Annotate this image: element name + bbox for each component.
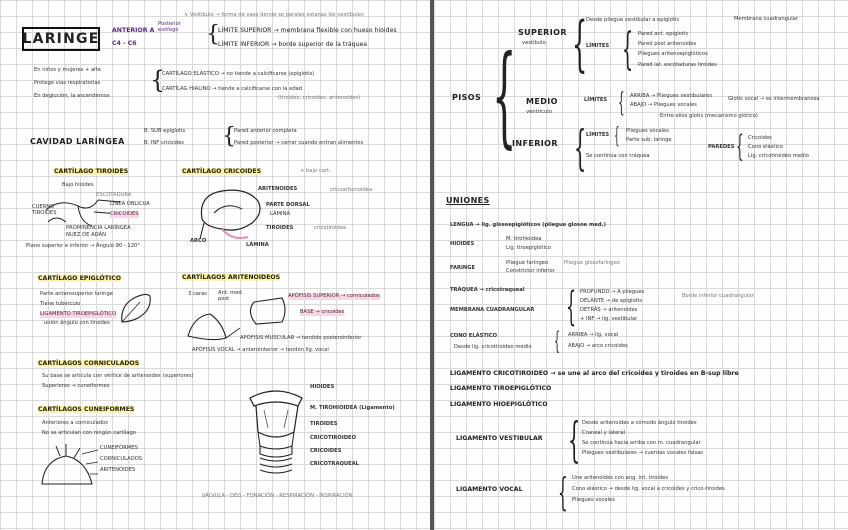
cavidad-heading: CAVIDAD LARÍNGEA [30, 137, 125, 146]
epiglotico-3: LIGAMENTO TIROEPIGLÓTICO [40, 311, 117, 317]
parte-dorsal-label: PARTE DORSAL [266, 202, 310, 208]
medio-heading: MEDIO [526, 97, 558, 106]
brace: { [206, 22, 220, 47]
epiglottis-leaf-diagram [118, 292, 154, 326]
bullet-2: Protege vías respiratorias [34, 80, 101, 86]
corniculados-label: CORNICULADOS [100, 456, 143, 462]
aritenoideos-5: APÓFISIS MUSCULAR → tendido posteroinferior [240, 335, 362, 341]
uniones-heading: UNIONES [446, 196, 490, 205]
inferior-limite-1: Pliegues vocales [626, 128, 669, 134]
union-membrana: MEMBRANA CUADRANGULAR [450, 307, 535, 313]
pared-anterior: Pared anterior completa [234, 128, 297, 134]
lamina-bottom-label: LÁMINA [246, 242, 269, 248]
ligamento-vestibular-2: Craneal y lateral [582, 430, 625, 436]
tiroides-heading: CARTÍLAGO TIROIDES [54, 168, 129, 175]
anterior-sub: C4 - C6 [112, 40, 137, 47]
ligamento-vocal-2: Cono elástico → desde lig. vocal a cricoides y crico-tiroides [572, 486, 725, 492]
ligamento-vestibular: LIGAMENTO VESTIBULAR [456, 435, 543, 442]
brace: { [622, 24, 634, 75]
cartilago-hialino-sub: (tiroides, cricoides, aritenoides) [278, 95, 361, 101]
union-traquea: TRÁQUEA → cricotraqueal [450, 287, 525, 293]
cuneiformes-1: Anteriores a corniculados [42, 420, 108, 426]
union-hioides-1: M. tirohioidea [506, 236, 542, 242]
cuneiformes-2: No se articulan con ningún cartílago [42, 430, 136, 436]
b-inf: B. INF cricoides [144, 140, 184, 146]
medio-limite-2: ABAJO → Pliegues vocales [630, 102, 697, 108]
union-lengua: LENGUA → lig. glosoepiglóticos (pliegue glosoe med.) [450, 222, 606, 228]
limite-superior: LÍMITE SUPERIOR → membrana flexible con hueso hioides [218, 27, 397, 34]
top-note: ↳ Vestíbulo → forma de vaso dende se parales estanas los vestíbules [184, 12, 364, 18]
ligamento-vocal-1: Une aritenoides con ang. int. tiroides [572, 475, 669, 481]
union-membrana-4: + INF → lig. vestibular [580, 316, 638, 322]
superior-limite-4: Pared lat. escotaduras tiroides [638, 62, 717, 68]
limite-inferior: LÍMITE INFERIOR → borde superior de la tráquea [218, 41, 368, 48]
larynx-label-6: CRICOTRAQUEAL [310, 461, 359, 467]
superior-heading: SUPERIOR [518, 28, 567, 37]
cartilago-elastico: CARTÍLAGO ELÁSTICO → no tiende a calcificarse (epiglotis) [162, 71, 315, 77]
aritenoideos-1: 3 caras [188, 291, 207, 297]
bullet-1: En niños y mujeres + alta [34, 67, 101, 73]
ligamento-tiroepiglotico: LIGAMENTO TIROEPIGLÓTICO [450, 385, 552, 392]
union-faringe: FARINGE [450, 265, 476, 271]
aritenoideos-heading: CARTÍLAGOS ARITENOIDEOS [182, 274, 281, 281]
larynx-label-1: HIOIDES [310, 384, 335, 390]
superior-limites: LÍMITES [586, 43, 610, 49]
corniculados-heading: CARTÍLAGOS CORNICULADOS [38, 360, 140, 367]
cricoides-heading: CARTÍLAGO CRICOIDES [182, 168, 262, 175]
brace: { [492, 31, 517, 159]
brace: { [614, 124, 620, 149]
brace: { [736, 129, 744, 164]
cricoaritenoidea-label: cricoaritenoidea [330, 187, 372, 193]
larynx-label-3: TIROIDES [310, 421, 338, 427]
esofago-label: Posterior esófago [158, 21, 181, 33]
superior-limite-3: Pliegues aritenoepiglóticos [638, 51, 708, 57]
escotadura-label: ESCOTADURA [96, 192, 132, 198]
inferior-limite-2: Parte sub. laringe [626, 137, 672, 143]
ligamento-vocal: LIGAMENTO VOCAL [456, 486, 523, 493]
larynx-label-4: CRICOTIROIDEO [310, 435, 357, 441]
medio-2: Glotis vocal → es intermembranosa [728, 96, 820, 102]
union-hioides: HIOIDES [450, 241, 475, 247]
ligamento-cricotiroideo: LIGAMENTO CRICOTIROIDEO → se une al arco del cricoides y tiroides en B-sup libre [450, 370, 739, 377]
page-title: LARINGE [22, 27, 100, 51]
union-cono-1: ARRIBA → lig. vocal [568, 332, 619, 338]
brace: { [222, 124, 236, 149]
ligamento-hioepiglotico: LIGAMENTO HIOEPIGLÓTICO [450, 401, 548, 408]
inferior-limites: LÍMITES [586, 132, 610, 138]
prominencia-label: PROMINENCIA LARÍNGEA [66, 225, 131, 231]
bullet-3: En deglución, la ascendemos [34, 93, 110, 99]
bottom-note: VÁLVULA - DEG - FONACIÓN - RESPIRACIÓN - INSPIRACIÓN [202, 493, 353, 499]
cricoides-label: CRICOIDES [110, 211, 139, 217]
medio-limites: LÍMITES [584, 97, 608, 103]
epiglotico-1: Parte anterosuperior laringe [40, 291, 113, 297]
cricoides-note: + bajo cart. [300, 168, 331, 174]
brace: { [150, 66, 166, 94]
ligamento-vocal-3: Pliegues vocales [572, 497, 615, 503]
union-cono: CONO ELÁSTICO [450, 333, 498, 339]
tiroides-note: Bajo hioides [62, 182, 94, 188]
medio-sub: ventrículo [526, 109, 552, 115]
epiglotico-4: unión ángulo con tiroides [44, 320, 110, 326]
b-sub: B. SUB epiglotis [144, 128, 186, 134]
anterior-label: ANTERIOR A [112, 27, 155, 34]
union-faringe-1: Pliegue faríngeo [506, 260, 549, 266]
cuerno-label: CUERNO TIROIDES [32, 204, 57, 216]
union-faringe-3: Pliegue glosofaríngeo [564, 260, 620, 266]
inferior-heading: INFERIOR [512, 139, 558, 148]
pisos-heading: PISOS [452, 93, 482, 102]
aritenoideos-2: Ant. med post [218, 290, 242, 302]
brace: { [572, 9, 588, 79]
union-membrana-2: DELANTE → de epiglotis [580, 298, 642, 304]
larynx-label-2: M. TIROHIOIDEA (Ligamento) [310, 405, 395, 411]
brace: { [554, 327, 561, 355]
medio-limite-3: Entre ellos glotis (mecanismo glótico) [660, 113, 758, 119]
larynx-label-5: CRICOIDES [310, 448, 342, 454]
aritenoides-label-2: ARITENOIDES [100, 467, 136, 473]
aritenoideos-6: APÓFISIS VOCAL → anterointerior → tendón lig. vocal [192, 347, 329, 353]
right-notes-page [434, 0, 848, 530]
linea-oblicua-label: LÍNEA OBLICUA [110, 201, 150, 207]
brace: { [566, 284, 577, 330]
tiroides-label: TIROIDES [266, 225, 294, 231]
union-cono-2: ABAJO → arco cricoides [568, 343, 628, 349]
cartilago-hialino: CARTÍLAG HIALINO → tiende a calcificarse con la edad [162, 86, 303, 92]
nuez-label: NUEZ DE ADÁN [66, 232, 106, 238]
brace: { [568, 412, 581, 468]
pared-posterior: Pared posterior → cerrar cuando entran alimentos [234, 140, 364, 146]
superior-2: Membrana cuadrangular [734, 16, 798, 22]
larynx-anterior-diagram [246, 386, 308, 482]
inferior-2: Se continúa con tráquea [586, 153, 650, 159]
cuneiform-diagram [36, 440, 106, 490]
arytenoid-diagram [182, 292, 292, 352]
cuneiformes-label: CUNEIFORMES [100, 445, 138, 451]
corniculados-2: Superiores → cuneiformes [42, 383, 110, 389]
paredes-1: Cricoides [748, 135, 772, 141]
superior-sub: vestíbulo [522, 40, 546, 46]
paredes-2: Cono elástico [748, 144, 783, 150]
medio-limite-1: ARRIBA → Pliegues vestibulares [630, 93, 712, 99]
union-cono-sub: Desde lig. cricotiroideo medio [454, 344, 532, 350]
union-faringe-2: Constrictor inferior [506, 268, 555, 274]
epiglotico-2: Tiene tubérculo [40, 301, 81, 307]
aritenoides-label: ARITENOIDES [258, 186, 298, 192]
aritenoideos-3: APÓFISIS SUPERIOR → corniculados [288, 293, 380, 299]
corniculados-1: Su base se articula con vértice de aritenoides (superiores) [42, 373, 194, 379]
ligamento-vestibular-4: Pliegues vestibulares → cuerdas vocales falsas [582, 450, 704, 456]
epiglotico-heading: CARTÍLAGO EPIGLÓTICO [38, 275, 122, 282]
superior-limite-2: Pared post aritenoides [638, 41, 697, 47]
brace: { [558, 470, 568, 514]
aritenoideos-4: BASE → cricoides [300, 309, 345, 315]
brace: { [618, 88, 625, 118]
ligamento-vestibular-3: Se continúa hacia arriba con m. cuadrangular [582, 440, 701, 446]
union-membrana-5: Borde inferior cuadrangular [682, 293, 754, 299]
cuneiformes-heading: CARTÍLAGOS CUNEIFORMES [38, 406, 135, 413]
paredes-3: Lig. cricotiroideo medio [748, 153, 809, 159]
superior-1: Desde pliegue vestibular a epiglotis [586, 17, 680, 23]
cricotiroidea-label: cricotiroidea [314, 225, 347, 231]
union-membrana-1: PROFUNDO → A pliegues [580, 289, 645, 295]
paredes-label: PAREDES [708, 144, 735, 150]
angulo-note: Plano superior e inferior → Ángulo 90 - 120° [26, 243, 140, 249]
brace: { [574, 120, 587, 176]
lamina-label: LÁMINA [270, 211, 290, 217]
arco-label: ARCO [190, 238, 207, 244]
superior-limite-1: Pared ant. epiglotis [638, 31, 689, 37]
union-hioides-2: Lig. tiroepiglótico [506, 245, 551, 251]
ligamento-vestibular-1: Desde aritenoides a cómodo ángulo tiroides [582, 420, 697, 426]
union-membrana-3: DETRÁS → aritenoides [580, 307, 638, 313]
